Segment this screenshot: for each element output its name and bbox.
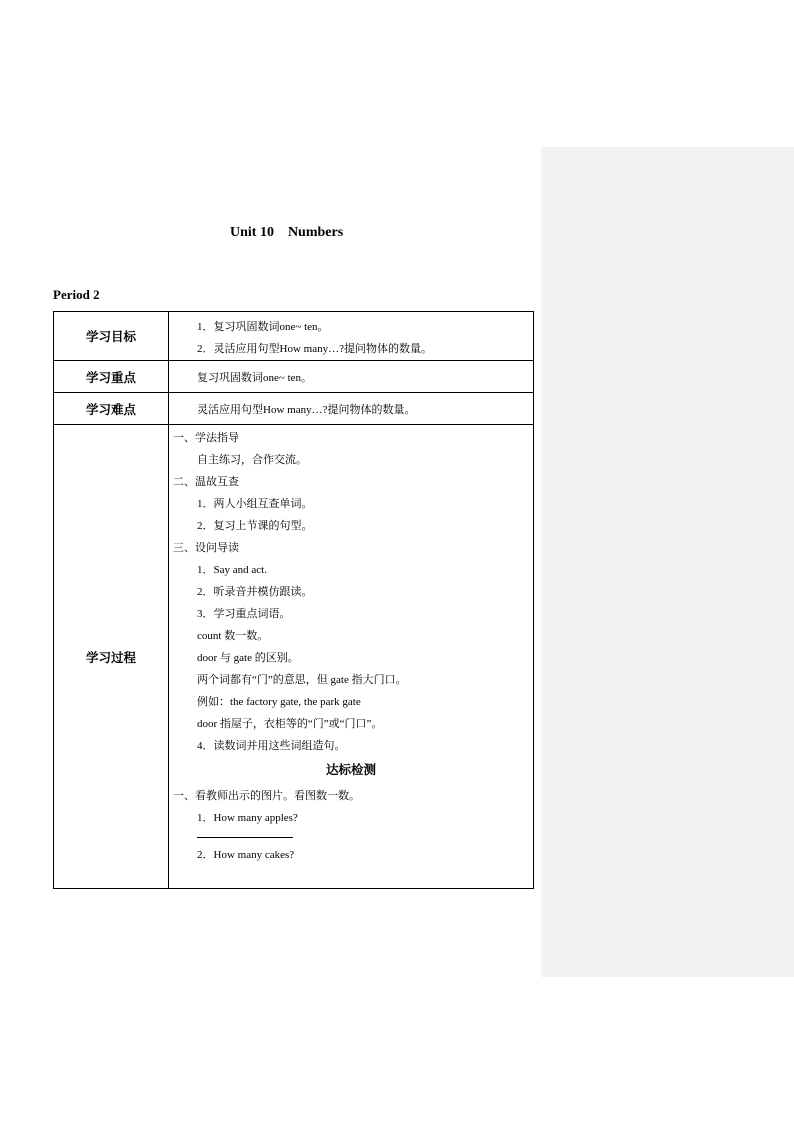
section-heading: 一、学法指导 bbox=[173, 432, 239, 444]
process-line: 1．Say and act. bbox=[197, 564, 267, 576]
check-line: 一、看教师出示的图片。看图数一数。 bbox=[173, 790, 360, 802]
process-line: 2．复习上节课的句型。 bbox=[197, 520, 313, 532]
process-line: 1．两人小组互查单词。 bbox=[197, 498, 313, 510]
goals-row bbox=[54, 312, 534, 361]
lesson-plan-table bbox=[53, 311, 534, 889]
focus-label: 学习重点 bbox=[54, 361, 169, 393]
check-section-title: 达标检测 bbox=[325, 762, 376, 777]
comment-pane bbox=[541, 147, 794, 977]
goals-content bbox=[169, 312, 534, 361]
check-question-1: 1．How many apples? bbox=[197, 812, 298, 824]
process-line: 4．读数词并用这些词组造句。 bbox=[197, 740, 346, 752]
process-line: count 数一数。 bbox=[197, 630, 269, 642]
answer-blank-1 bbox=[197, 829, 293, 838]
focus-content bbox=[169, 361, 534, 393]
process-line: door 与 gate 的区别。 bbox=[197, 652, 299, 664]
goals-label: 学习目标 bbox=[54, 312, 169, 361]
difficulty-content bbox=[169, 393, 534, 425]
difficulty-label: 学习难点 bbox=[54, 393, 169, 425]
process-label: 学习过程 bbox=[54, 425, 169, 889]
process-line: 两个词都有“门”的意思，但 gate 指大门口。 bbox=[197, 674, 407, 686]
goals-line-2: 2．灵活应用句型How many…?提问物体的数量。 bbox=[197, 343, 432, 355]
check-question-2: 2．How many cakes? bbox=[197, 849, 295, 861]
period-label: Period 2 bbox=[53, 287, 100, 302]
process-row bbox=[54, 425, 534, 889]
process-line: door 指屋子，衣柜等的“门”或“门口”。 bbox=[197, 718, 383, 730]
focus-row bbox=[54, 361, 534, 393]
goals-line-1: 1．复习巩固数词one~ ten。 bbox=[197, 321, 329, 333]
difficulty-row bbox=[54, 393, 534, 425]
process-content bbox=[169, 425, 534, 889]
process-line: 3．学习重点词语。 bbox=[197, 608, 291, 620]
process-line: 例如：the factory gate, the park gate bbox=[197, 696, 361, 708]
section-heading: 三、设问导读 bbox=[173, 542, 239, 554]
section-heading: 二、温故互查 bbox=[173, 476, 239, 488]
focus-text: 复习巩固数词one~ ten。 bbox=[197, 372, 313, 384]
process-line: 2．听录音并模仿跟读。 bbox=[197, 586, 313, 598]
difficulty-text: 灵活应用句型How many…?提问物体的数量。 bbox=[197, 404, 416, 416]
document-title: Unit 10 Numbers bbox=[230, 225, 344, 240]
process-line: 自主练习，合作交流。 bbox=[197, 454, 307, 466]
